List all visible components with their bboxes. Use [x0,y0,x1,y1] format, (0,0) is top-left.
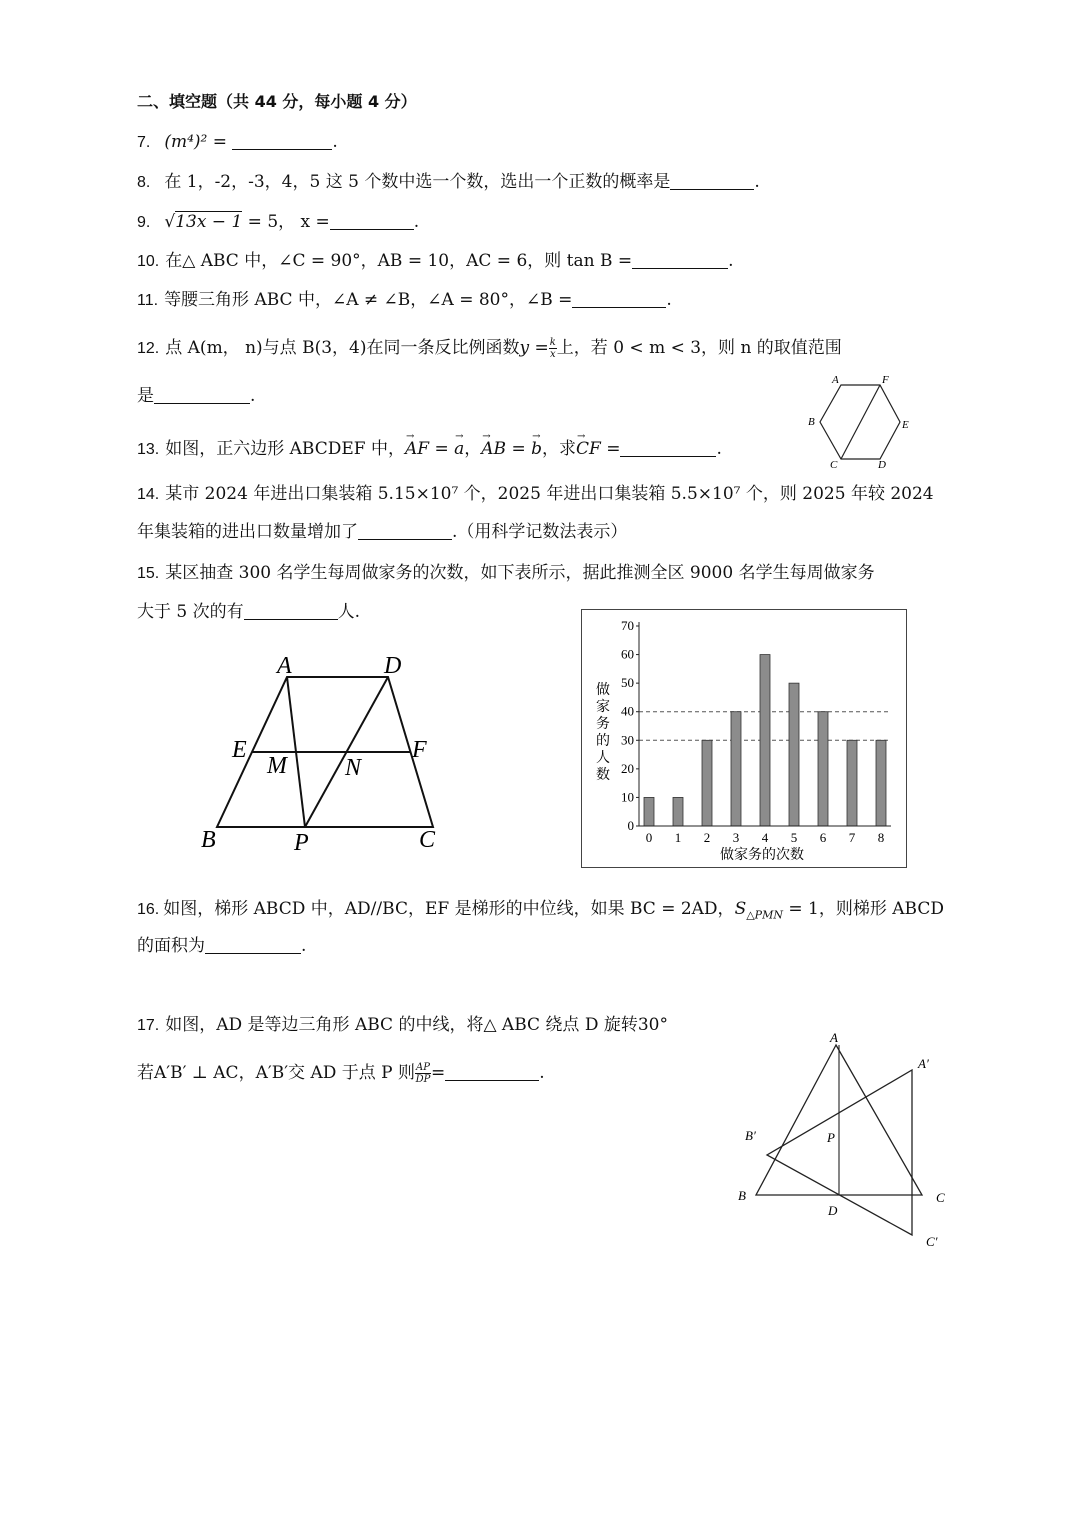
x-tick-label: 2 [703,830,711,845]
chart-bar [876,740,886,826]
question-text: = 5， x = [242,212,330,232]
denominator: x [549,349,556,360]
label-a-prime: A′ [918,1056,929,1071]
trapezoid-figure [195,645,455,860]
label-m: M [267,753,287,779]
chart-bar [673,797,683,826]
question-number: 14. [137,486,160,503]
question-number: 16. [137,901,160,918]
answer-blank[interactable] [358,521,452,540]
answer-blank[interactable] [572,289,666,308]
vector-a: → a [454,437,464,461]
question-text: 点 A(m， n)与点 B(3，4)在同一条反比例函数 [165,338,520,358]
question-9 [137,210,419,235]
area-subscript: △PMN [746,908,783,922]
question-number: 12. [137,340,160,357]
question-text-cont: 人. [337,602,361,622]
answer-blank[interactable] [244,601,338,620]
period: . [413,212,420,232]
question-text: 如图，AD 是等边三角形 ABC 的中线，将△ ABC 绕点 D 旋转30° [165,1015,669,1035]
label-b: B [738,1188,746,1203]
period: . [250,386,256,406]
answer-blank[interactable] [154,385,250,404]
question-text: 是 [137,386,154,406]
question-text: 如图，正六边形 ABCDEF 中， [165,439,405,459]
label-b: B [201,827,216,853]
hexagon-figure [800,370,920,475]
label-p: P [827,1130,835,1145]
denominator: DP [415,1074,431,1085]
vector-ab: → AB [481,437,506,461]
chart-bar [760,655,770,826]
label-c: C [936,1190,945,1205]
question-text: 某区抽查 300 名学生每周做家务的次数，如下表所示，据此推测全区 9000 名学生每周做家务 [165,563,875,583]
question-text: 若A′B′ ⊥ AC，A′B′交 AD 于点 P 则 [137,1063,416,1083]
radicand: 13x − 1 [175,212,243,232]
y-tick-label: 50 [621,675,634,691]
y-axis-title-char: 人 [596,751,610,766]
question-text: 如图，梯形 ABCD 中，AD//BC，EF 是梯形的中位线，如果 BC = 2AD， [163,899,735,919]
period: . [754,172,760,192]
label-d: D [878,459,886,471]
y-tick-label: 60 [621,646,634,662]
answer-blank[interactable] [632,250,728,269]
label-e: E [232,737,247,763]
question-12 [137,336,842,361]
rotation-figure [730,1030,960,1255]
question-text: 的面积为 [137,936,205,956]
chart-bar [702,740,712,826]
y-tick-label: 10 [621,789,634,805]
question-text-cont: 求 [559,439,577,459]
question-text: 某市 2024 年进出口集装箱 5.15×10⁷ 个，2025 年进出口集装箱 5.5×10⁷ 个，则 2025 年较 2024 [165,484,934,504]
x-tick-label: 0 [645,830,653,845]
label-c: C [830,459,838,471]
question-15-line2 [137,600,360,624]
question-number: 11. [137,292,159,309]
period: . [728,251,734,271]
question-17 [137,1013,668,1038]
label-p: P [294,830,309,856]
question-17-line2 [137,1061,545,1085]
period: . [716,439,722,459]
label-c: C [419,827,436,853]
x-tick-label: 6 [819,830,827,845]
question-10 [137,249,734,274]
label-n: N [345,755,362,781]
y-axis-title-char: 家 [596,700,610,715]
question-text: 大于 5 次的有 [137,602,244,622]
y-tick-label: 40 [621,703,634,719]
area-symbol: S [734,899,747,919]
diagonal-cf [841,385,880,459]
y-axis-title-char: 做 [596,683,610,698]
fraction-ap-over-dp [415,1062,431,1085]
numerator: k [549,337,556,348]
label-f: F [412,737,427,763]
label-a: A [832,374,839,386]
answer-blank[interactable] [445,1062,539,1081]
equals: = [430,1063,446,1083]
answer-blank[interactable] [232,131,332,150]
chart-bar [847,740,857,826]
question-16 [137,897,944,927]
question-number: 17. [137,1017,160,1034]
y-axis-title-char: 务 [596,717,610,732]
y-tick-label: 0 [627,818,634,833]
question-number: 10. [137,253,160,270]
chart-bar [789,683,799,826]
x-tick-label: 7 [848,830,856,845]
question-number: 8. [137,174,151,191]
numerator: AP [416,1062,430,1073]
vector-af: → AF [405,437,429,461]
chart-bar [644,797,654,826]
question-text: 等腰三角形 ABC 中，∠A ≠ ∠B，∠A = 80°，∠B = [164,290,573,310]
x-tick-label: 5 [790,830,798,845]
section-title: 二、填空题（共 44 分，每小题 4 分） [137,92,417,111]
period: . [301,936,307,956]
question-12-line2 [137,384,255,408]
question-8 [137,170,760,195]
question-text-cont: 上，若 0 < m < 3，则 n 的取值范围 [556,338,842,358]
question-16-line2 [137,934,306,958]
label-d: D [828,1203,838,1218]
answer-blank[interactable] [620,438,716,457]
question-11 [137,288,672,313]
question-text: 在△ ABC 中，∠C = 90°，AB = 10，AC = 6，则 tan B = [165,251,633,271]
answer-blank[interactable] [670,171,754,190]
y-axis-title-char: 的 [596,734,610,749]
question-text: 年集装箱的进出口数量增加了 [137,522,358,542]
question-text: (m⁴)² = [164,132,228,152]
x-tick-label: 1 [674,830,682,845]
question-number: 7. [137,134,151,151]
label-a: A [830,1030,838,1045]
label-a: A [277,653,292,679]
label-b-prime: B′ [745,1128,756,1143]
fraction-k-over-x [549,337,557,360]
period: . [332,132,338,152]
question-text-cont: .（用科学记数法表示） [452,522,628,542]
answer-blank[interactable] [205,935,301,954]
label-c-prime: C′ [926,1234,938,1249]
x-tick-label: 4 [761,830,769,845]
question-text-cont: = 1，则梯形 ABCD [782,899,944,919]
question-14-line2 [137,520,627,544]
x-tick-label: 8 [877,830,885,845]
vector-cf: → CF [576,437,601,461]
label-b: B [808,416,815,428]
bar-chart [581,609,907,868]
question-13: 13. 如图，正六边形 ABCDEF 中，→ AF = → a，→ AB = → b，求→ CF = . [137,437,722,462]
y-tick-label: 20 [621,760,634,776]
label-d: D [384,653,402,679]
period: . [666,290,672,310]
question-7 [137,130,338,155]
chart-bar [731,712,741,826]
chart-xlabel: 做家务的次数 [720,848,804,863]
y-tick-label: 30 [621,732,634,748]
question-number: 15. [137,565,160,582]
sqrt-sign: √ [164,212,176,232]
chart-bar [818,712,828,826]
answer-blank[interactable] [330,211,414,230]
question-14 [137,482,934,507]
function-lhs: y = [519,338,549,358]
question-15 [137,561,875,586]
label-f: F [882,374,889,386]
x-tick-label: 3 [732,830,740,845]
question-number: 9. [137,214,151,231]
y-tick-label: 70 [621,618,634,633]
label-e: E [902,419,909,431]
y-axis-title-char: 数 [596,768,610,783]
question-number: 13. [137,441,160,458]
vector-b: → b [531,437,542,461]
question-text: 在 1，-2，-3，4，5 这 5 个数中选一个数，选出一个正数的概率是 [164,172,671,192]
period: . [539,1063,545,1083]
